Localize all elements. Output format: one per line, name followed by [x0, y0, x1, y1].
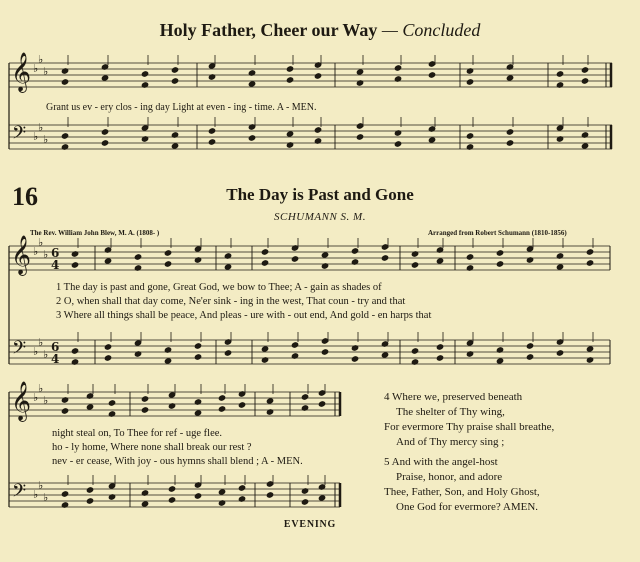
stanza-lines-system-1 — [56, 282, 431, 324]
note-head — [208, 128, 215, 134]
note-head — [194, 493, 201, 499]
stanza-line: ho - ly home, Where none shall break our rest ? — [52, 442, 252, 453]
note-head — [101, 140, 108, 146]
note-head — [301, 394, 308, 400]
note-head — [104, 344, 111, 350]
note-head — [266, 398, 273, 404]
note-head — [496, 250, 503, 256]
note-head — [261, 260, 268, 266]
stanza-5-line: 5 And with the angel-host — [384, 456, 498, 468]
note-head — [586, 260, 593, 266]
note-head — [224, 350, 231, 356]
note-head — [506, 75, 513, 81]
flat-icon: ♭ — [43, 248, 49, 261]
note-head — [266, 481, 273, 487]
note-head — [171, 143, 178, 149]
stanza-4-line: For evermore Thy praise shall breathe, — [384, 421, 555, 433]
note-head — [101, 129, 108, 135]
note-head — [411, 262, 418, 268]
note-head — [164, 250, 171, 256]
note-head — [381, 255, 388, 261]
note-head — [261, 346, 268, 352]
note-head — [71, 262, 78, 268]
note-head — [134, 340, 141, 346]
note-head — [356, 69, 363, 75]
note-head — [168, 497, 175, 503]
note-head — [301, 499, 308, 505]
flat-icon: ♭ — [33, 391, 39, 404]
note-head — [556, 71, 563, 77]
stanza-lines-system-2 — [52, 428, 303, 470]
hymn-title: The Day is Past and Gone — [226, 185, 414, 204]
note-head — [314, 73, 321, 79]
note-head — [286, 66, 293, 72]
stanza-5 — [384, 455, 540, 515]
flat-icon: ♭ — [43, 394, 49, 407]
time-signature: 4 — [51, 258, 60, 272]
note-head — [248, 81, 255, 87]
note-head — [61, 491, 68, 497]
note-head — [394, 141, 401, 147]
author-credit: The Rev. William John Blew, M. A. (1808- ) — [30, 229, 160, 237]
hymn-number: 16 — [12, 182, 38, 211]
time-signature: 6 — [51, 340, 60, 354]
note-head — [266, 492, 273, 498]
flat-icon: ♭ — [43, 133, 49, 146]
note-head — [194, 343, 201, 349]
note-head — [171, 67, 178, 73]
note-head — [556, 264, 563, 270]
note-head — [218, 406, 225, 412]
flat-icon: ♭ — [33, 345, 39, 358]
treble-clef-icon: 𝄞 — [11, 52, 32, 92]
note-head — [428, 72, 435, 78]
note-head — [164, 261, 171, 267]
note-head — [224, 264, 231, 270]
note-head — [101, 75, 108, 81]
note-head — [86, 498, 93, 504]
top-hymn-lyrics: Grant us ev - ery clos - ing day Light at even - ing - time. A - MEN. — [46, 102, 317, 113]
bass-clef-icon: 𝄢 — [12, 123, 27, 148]
note-head — [286, 77, 293, 83]
note-head — [218, 395, 225, 401]
note-head — [394, 65, 401, 71]
note-head — [141, 407, 148, 413]
tune-name: SCHUMANN S. M. — [274, 211, 366, 223]
bass-clef-icon: 𝄢 — [12, 481, 27, 506]
note-head — [321, 338, 328, 344]
note-head — [194, 410, 201, 416]
flat-icon: ♭ — [38, 382, 44, 395]
top-hymn-title-main: Holy Father, Cheer our Way — [159, 20, 378, 40]
note-head — [506, 140, 513, 146]
note-head — [208, 63, 215, 69]
stanza-line: 3 Where all things shall be peace, And pleas - ure with - out end, And gold - en harps that — [56, 310, 432, 321]
note-head — [141, 396, 148, 402]
note-head — [171, 78, 178, 84]
note-head — [321, 349, 328, 355]
stanza-line: 1 The day is past and gone, Great God, we bow to Thee; A - gain as shades of — [56, 282, 382, 293]
top-hymn-title-suffix: — Concluded — [381, 20, 481, 40]
flat-icon: ♭ — [43, 348, 49, 361]
note-head — [356, 134, 363, 140]
flat-icon: ♭ — [38, 479, 44, 492]
note-head — [218, 489, 225, 495]
note-head — [141, 501, 148, 507]
note-head — [506, 129, 513, 135]
note-head — [321, 252, 328, 258]
flat-icon: ♭ — [38, 121, 44, 134]
note-head — [104, 355, 111, 361]
note-head — [291, 342, 298, 348]
note-head — [318, 390, 325, 396]
flat-icon: ♭ — [33, 62, 39, 75]
note-head — [556, 125, 563, 131]
note-head — [194, 354, 201, 360]
note-head — [356, 123, 363, 129]
section-label: EVENING — [283, 519, 337, 530]
flat-icon: ♭ — [33, 245, 39, 258]
treble-clef-icon: 𝄞 — [11, 381, 32, 421]
note-head — [291, 256, 298, 262]
note-head — [526, 354, 533, 360]
note-head — [86, 487, 93, 493]
treble-clef-icon: 𝄞 — [11, 235, 32, 275]
note-head — [318, 495, 325, 501]
stanza-4 — [384, 390, 554, 450]
note-head — [428, 137, 435, 143]
note-head — [108, 483, 115, 489]
note-head — [581, 67, 588, 73]
arranger-credit: Arranged from Robert Schumann (1810-1856) — [428, 229, 567, 237]
note-head — [314, 127, 321, 133]
note-head — [586, 346, 593, 352]
note-head — [581, 143, 588, 149]
stanza-4-line: 4 Where we, preserved beneath — [384, 391, 523, 403]
note-head — [71, 348, 78, 354]
note-head — [194, 246, 201, 252]
note-head — [141, 71, 148, 77]
flat-icon: ♭ — [38, 336, 44, 349]
stanza-4-line: The shelter of Thy wing, — [396, 406, 505, 418]
note-head — [351, 248, 358, 254]
note-head — [108, 400, 115, 406]
flat-icon: ♭ — [33, 488, 39, 501]
note-head — [436, 344, 443, 350]
stanza-5-line: Thee, Father, Son, and Holy Ghost, — [384, 486, 540, 498]
note-head — [581, 78, 588, 84]
note-head — [381, 352, 388, 358]
note-head — [61, 79, 68, 85]
flat-icon: ♭ — [38, 236, 44, 249]
bass-clef-icon: 𝄢 — [12, 338, 27, 363]
note-head — [411, 348, 418, 354]
note-head — [428, 61, 435, 67]
note-head — [104, 258, 111, 264]
note-head — [261, 249, 268, 255]
note-head — [436, 258, 443, 264]
stanza-4-line: And of Thy mercy sing ; — [396, 436, 505, 448]
flat-icon: ♭ — [33, 130, 39, 143]
note-head — [436, 355, 443, 361]
note-head — [466, 254, 473, 260]
note-head — [61, 133, 68, 139]
note-head — [134, 254, 141, 260]
note-head — [168, 392, 175, 398]
note-head — [248, 135, 255, 141]
flat-icon: ♭ — [38, 53, 44, 66]
time-signature: 6 — [51, 246, 60, 260]
note-head — [496, 358, 503, 364]
stanza-5-line: One God for evermore? AMEN. — [396, 501, 539, 513]
note-head — [168, 486, 175, 492]
stanza-line: nev - er cease, With joy - ous hymns shall blend ; A - MEN. — [52, 456, 303, 467]
note-head — [208, 139, 215, 145]
note-head — [351, 356, 358, 362]
flat-icon: ♭ — [43, 491, 49, 504]
note-head — [526, 343, 533, 349]
stanza-5-line: Praise, honor, and adore — [396, 471, 503, 483]
note-head — [381, 244, 388, 250]
note-head — [466, 79, 473, 85]
time-signature: 4 — [51, 352, 60, 366]
note-head — [141, 125, 148, 131]
note-head — [586, 249, 593, 255]
note-head — [164, 358, 171, 364]
note-head — [526, 246, 533, 252]
note-head — [496, 261, 503, 267]
note-head — [238, 402, 245, 408]
note-head — [466, 340, 473, 346]
flat-icon: ♭ — [43, 65, 49, 78]
note-head — [318, 401, 325, 407]
note-head — [466, 133, 473, 139]
stanza-line: night steal on, To Thee for ref - uge flee. — [52, 428, 223, 439]
note-head — [61, 408, 68, 414]
note-head — [238, 485, 245, 491]
note-head — [556, 350, 563, 356]
note-head — [286, 131, 293, 137]
note-head — [86, 404, 93, 410]
stanza-line: 2 O, when shall that day come, Ne'er sink - ing in the west, That coun - try and that — [56, 296, 406, 307]
